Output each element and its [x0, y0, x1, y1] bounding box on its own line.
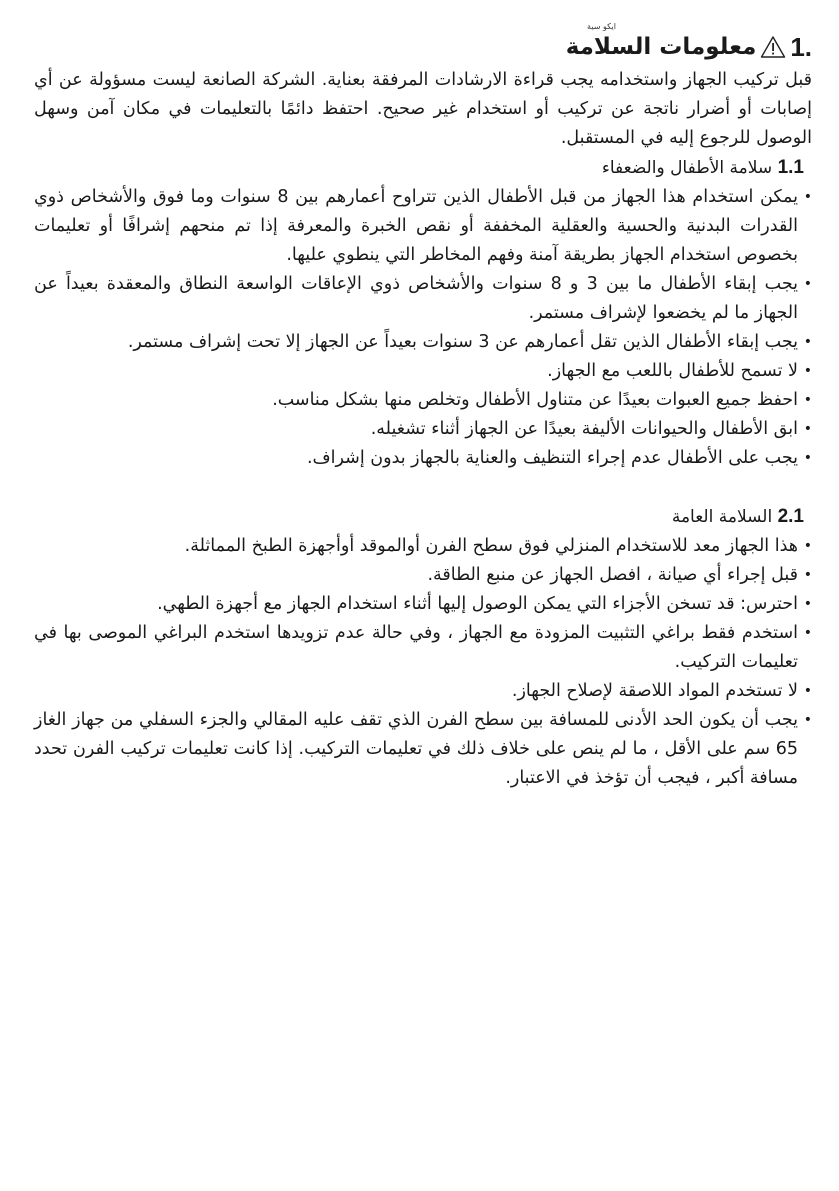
list-item-text: يمكن استخدام هذا الجهاز من قبل الأطفال الذين تتراوح أعمارهم بين 8 سنوات وما فوق والأشخاص ذوي القدرات البدنية والحسية والعقلية المخففة أو نقص الخبرة والمعرفة إذا تم منحهم إشرافًا أو تعليمات بخصوص استخدام الجهاز بطريقة آمنة وفهم المخاطر التي ينطوي عليها.	[34, 187, 798, 265]
heading-number: 1.	[790, 32, 812, 62]
list-item	[34, 328, 812, 357]
subsection-title: سلامة الأطفال والضعفاء	[601, 158, 773, 178]
list-item	[34, 270, 812, 328]
bullet-icon: •	[803, 450, 812, 466]
list-item-text: لا تستخدم المواد اللاصقة لإصلاح الجهاز.	[511, 681, 798, 701]
list-item-text: قبل إجراء أي صيانة ، افصل الجهاز عن منبع الطاقة.	[427, 565, 798, 585]
children-safety-list	[34, 183, 812, 473]
bullet-icon: •	[803, 189, 812, 205]
bullet-icon: •	[803, 538, 812, 554]
list-item	[34, 706, 812, 793]
list-item-text: يجب إبقاء الأطفال الذين تقل أعمارهم عن 3 سنوات بعيداً عن الجهاز إلا تحت إشراف مستمر.	[127, 332, 798, 352]
warning-triangle-icon	[760, 35, 786, 59]
list-item	[34, 183, 812, 270]
subsection-heading-children-safety	[34, 153, 812, 183]
bullet-icon: •	[803, 334, 812, 350]
subsection-number: 2.1	[777, 506, 804, 527]
list-item-text: يجب إبقاء الأطفال ما بين 3 و 8 سنوات والأشخاص ذوي الإعاقات الواسعة النطاق والمعقدة بعيداً عن الجهاز ما لم يخضعوا لإشراف مستمر.	[34, 274, 798, 323]
list-item	[34, 677, 812, 706]
list-item-text: ابق الأطفال والحيوانات الأليفة بعيدًا عن الجهاز أثناء تشغيله.	[370, 419, 798, 439]
list-item	[34, 619, 812, 677]
list-item	[34, 444, 812, 473]
bullet-icon: •	[803, 567, 812, 583]
bullet-icon: •	[803, 625, 812, 641]
subsection-heading-general-safety	[34, 502, 812, 532]
heading-title: معلومات السلامة	[565, 34, 757, 60]
subsection-number: 1.1	[777, 157, 804, 178]
subsection-title: السلامة العامة	[671, 507, 773, 527]
bullet-icon: •	[803, 392, 812, 408]
list-item	[34, 357, 812, 386]
list-item-text: استخدم فقط براغي التثبيت المزودة مع الجهاز ، وفي حالة عدم تزويدها استخدم البراغي الموصى بها في تعليمات التركيب.	[34, 623, 798, 672]
section-spacer	[34, 473, 812, 502]
list-item-text: لا تسمح للأطفال باللعب مع الجهاز.	[547, 361, 798, 381]
bullet-icon: •	[803, 421, 812, 437]
section-heading-safety-info	[34, 32, 812, 62]
list-item	[34, 532, 812, 561]
list-item-text: يجب أن يكون الحد الأدنى للمسافة بين سطح الفرن الذي تقف عليه المقالي والجزء السفلي من جهاز الغاز 65 سم على الأقل ، ما لم ينص على خلاف ذلك في تعليمات التركيب. إذا كانت تعليمات تركيب الفرن تحدد مسافة أكبر ، فيجب أن تؤخذ في الاعتبار.	[34, 710, 798, 788]
list-item-text: احفظ جميع العبوات بعيدًا عن متناول الأطفال وتخلص منها بشكل مناسب.	[272, 390, 798, 410]
list-item	[34, 415, 812, 444]
bullet-icon: •	[803, 276, 812, 292]
list-item	[34, 386, 812, 415]
list-item-text: احترس: قد تسخن الأجزاء التي يمكن الوصول إليها أثناء استخدام الجهاز مع أجهزة الطهي.	[157, 594, 798, 614]
list-item-text: يجب على الأطفال عدم إجراء التنظيف والعناية بالجهاز بدون إشراف.	[306, 448, 798, 468]
bullet-icon: •	[803, 363, 812, 379]
list-item	[34, 590, 812, 619]
list-item-text: هذا الجهاز معد للاستخدام المنزلي فوق سطح الفرن أوالموقد أوأجهزة الطبخ المماثلة.	[184, 536, 798, 556]
list-item	[34, 561, 812, 590]
header-label: ایكو سیة	[587, 22, 616, 31]
bullet-icon: •	[803, 596, 812, 612]
document-page	[34, 22, 812, 793]
intro-paragraph: قبل تركيب الجهاز واستخدامه يجب قراءة الارشادات المرفقة بعناية. الشركة الصانعة ليست مسؤولة عن أي إصابات أو أضرار ناتجة عن تركيب أو استخدام غير صحيح. احتفظ دائمًا بالتعليمات في مكان آمن وسهل الوصول للرجوع إليه في المستقبل.	[34, 70, 812, 148]
bullet-icon: •	[803, 683, 812, 699]
bullet-icon: •	[803, 712, 812, 728]
general-safety-list	[34, 532, 812, 793]
